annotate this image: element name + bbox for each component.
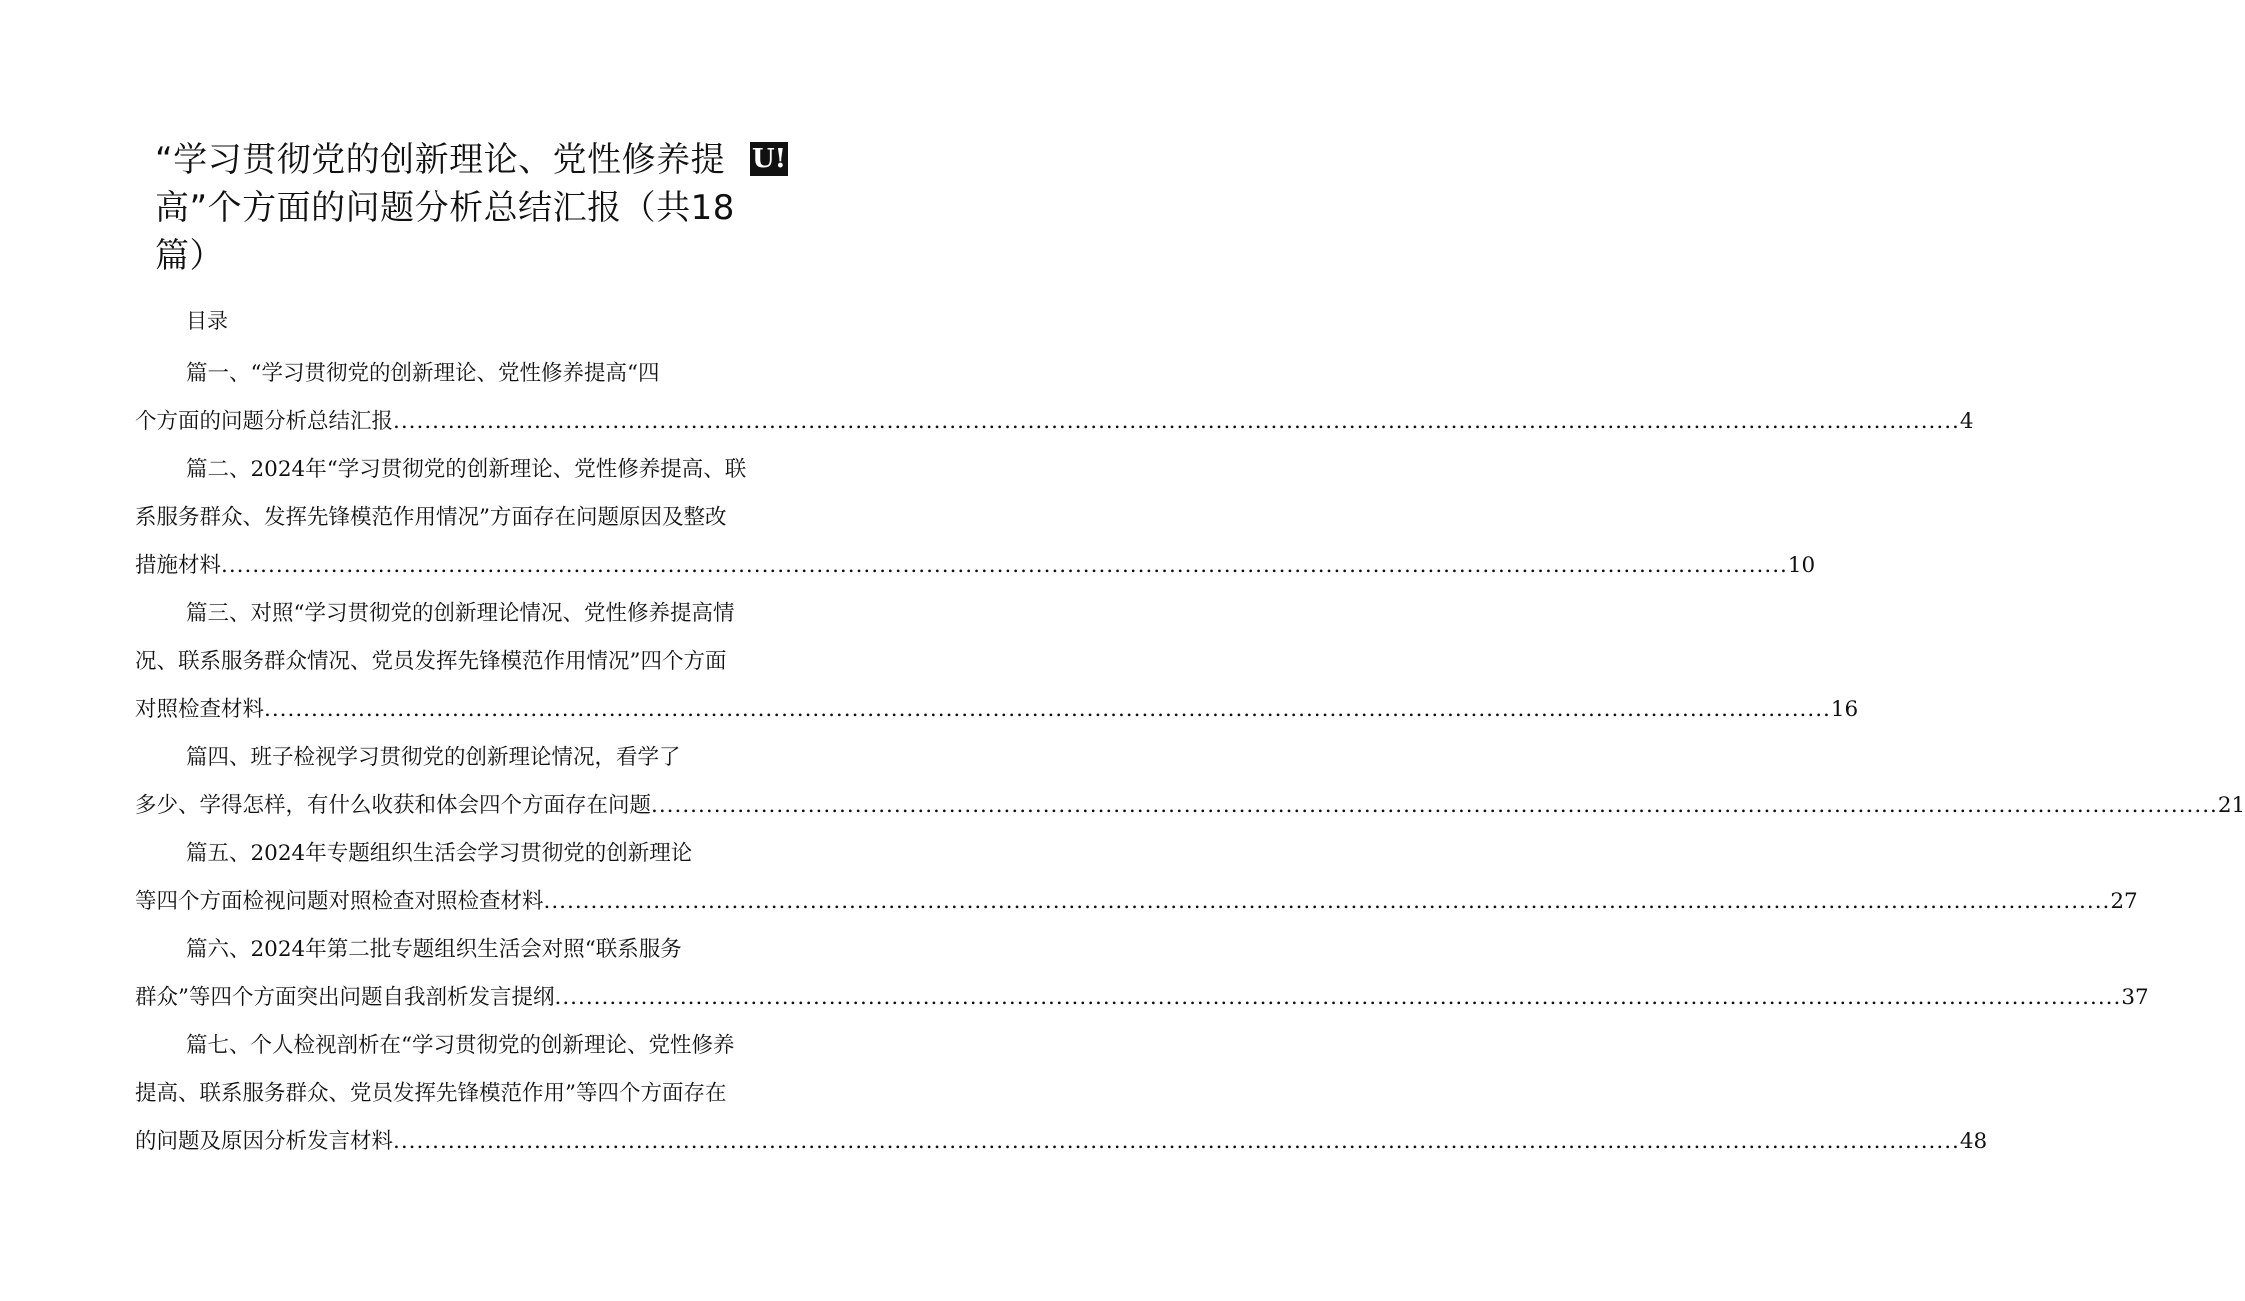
toc-entry-text: 个方面的问题分析总结汇报	[135, 409, 394, 434]
toc-entry-text: 提高、联系服务群众、党员发挥先锋模范作用”等四个方面存在	[135, 1081, 727, 1106]
leader-dots: ........................................................................................................................................................................................................	[651, 793, 2218, 818]
toc-entry[interactable]	[135, 590, 1859, 734]
toc-page-number: 16	[1830, 697, 1859, 722]
toc-page-number: 4	[1959, 409, 1974, 434]
toc-entry-text: 的问题及原因分析发言材料	[135, 1129, 394, 1154]
leader-dots: ........................................................................................................................................................................................................	[221, 553, 1788, 578]
toc-entry[interactable]	[135, 446, 1816, 590]
leader-dots: ........................................................................................................................................................................................................	[554, 985, 2122, 1010]
leader-dots: ........................................................................................................................................................................................................	[393, 1129, 1960, 1154]
toc-entry-text: 篇一、“学习贯彻党的创新理论、党性修养提高“四	[186, 361, 660, 386]
leader-dots: ........................................................................................................................................................................................................	[543, 889, 2111, 914]
toc-entry-text: 篇五、2024年专题组织生活会学习贯彻党的创新理论	[186, 841, 693, 866]
toc-entry-text: 措施材料	[135, 553, 222, 578]
leader-dots: ........................................................................................................................................................................................................	[393, 409, 1960, 434]
toc-entry-text: 篇二、2024年“学习贯彻党的创新理论、党性修养提高、联	[186, 457, 747, 482]
toc-entry-text: 群众”等四个方面突出问题自我剖析发言提纲	[135, 985, 555, 1010]
toc-page-number: 10	[1787, 553, 1816, 578]
leader-dots: ........................................................................................................................................................................................................	[264, 697, 1831, 722]
toc-entry[interactable]	[135, 830, 2138, 926]
toc-page-number: 27	[2110, 889, 2138, 914]
document-title: “学习贯彻党的创新理论、党性修养提高”个方面的问题分析总结汇报（共18篇）	[155, 140, 735, 276]
logo-icon: U!	[751, 144, 787, 174]
toc-entry-text: 篇四、班子检视学习贯彻党的创新理论情况，看学了	[186, 745, 681, 770]
toc-entry[interactable]	[135, 734, 2245, 830]
toc-heading: 目录	[186, 309, 228, 333]
toc-entry[interactable]	[135, 1022, 1988, 1166]
toc-page-number: 37	[2121, 985, 2149, 1010]
toc-entry-text: 多少、学得怎样，有什么收获和体会四个方面存在问题	[135, 793, 652, 818]
toc-entry-text: 篇七、个人检视剖析在“学习贯彻党的创新理论、党性修养	[186, 1033, 735, 1058]
toc-entry[interactable]	[135, 926, 2149, 1022]
toc-entry-text: 对照检查材料	[135, 697, 265, 722]
toc-entry-text: 篇六、2024年第二批专题组织生活会对照“联系服务	[186, 937, 682, 962]
toc-entry[interactable]	[135, 350, 1974, 446]
toc-page-number: 48	[1959, 1129, 1988, 1154]
toc-entry-text: 系服务群众、发挥先锋模范作用情况”方面存在问题原因及整改	[135, 505, 727, 530]
toc-entry-text: 等四个方面检视问题对照检查对照检查材料	[135, 889, 544, 914]
toc-entry-text: 篇三、对照“学习贯彻党的创新理论情况、党性修养提高情	[186, 601, 735, 626]
toc-page-number: 21	[2217, 793, 2245, 818]
toc-entry-text: 况、联系服务群众情况、党员发挥先锋模范作用情况”四个方面	[135, 649, 727, 674]
table-of-contents	[135, 350, 2245, 1166]
